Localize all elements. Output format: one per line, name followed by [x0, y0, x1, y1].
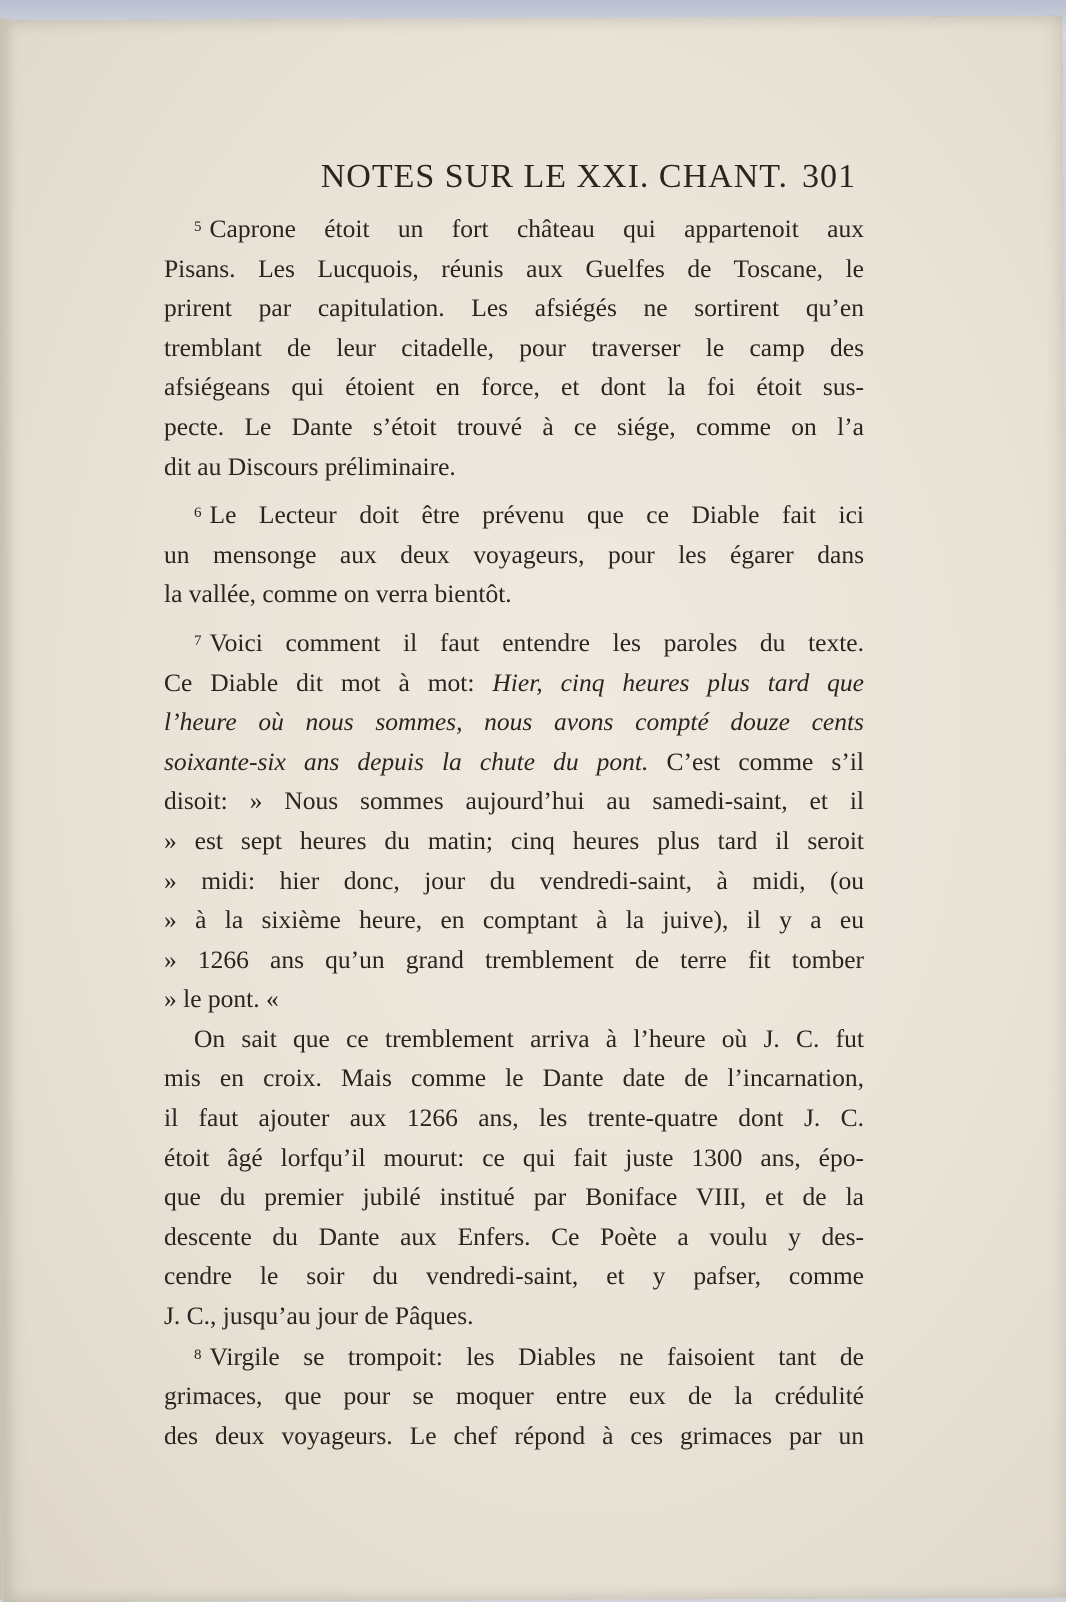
text-line: » à la sixième heure, en comptant à la juive), il y a eu [164, 905, 864, 935]
text-line: pecte. Le Dante s’étoit trouvé à ce siége, comme on l’a [164, 411, 864, 441]
note-8 [164, 1336, 864, 1456]
text-line: Pisans. Les Lucquois, réunis aux Guelfes de Toscane, le [164, 253, 864, 283]
text-line [164, 702, 864, 742]
note-number: 5 [194, 219, 202, 235]
text-line: mis en croix. Mais comme le Dante date de l’incarnation, [164, 1063, 864, 1093]
text-line: » est sept heures du matin; cinq heures plus tard il seroit [164, 825, 864, 855]
text-line: disoit: » Nous sommes aujourd’hui au samedi-saint, et il [164, 786, 864, 816]
text-line: un mensonge aux deux voyageurs, pour les égarer dans [164, 539, 864, 569]
note-number: 6 [194, 505, 202, 522]
running-header [164, 150, 856, 204]
text-line: $^5$ Caprone étoit un fort château qui appartenoit aux [194, 214, 864, 243]
note-7-continuation [164, 1019, 864, 1336]
text-line: descente du Dante aux Enfers. Ce Poète a voulu y des- [164, 1221, 864, 1251]
note-6 [164, 494, 864, 614]
running-title: NOTES SUR LE XXI. CHANT. [320, 158, 788, 195]
page-gutter-shadow [0, 18, 14, 1600]
italic-quote: Hier, cinq heures plus tard que [492, 667, 864, 697]
text-line: cendre le soir du vendredi-saint, et y pafser, comme [164, 1261, 864, 1291]
text-line: tremblant de leur citadelle, pour traverser le camp des [164, 332, 864, 362]
text-line: $^7$ Voici comment il faut entendre les paroles du texte. [194, 627, 864, 657]
text-line: dit au Discours préliminaire. [164, 451, 456, 481]
text-line: des deux voyageurs. Le chef répond à ces grimaces par un [164, 1420, 864, 1450]
text-line: Ce Diable dit mot à mot: Hier, cinq heures plus tard que [164, 667, 864, 697]
page-number: 301 [802, 158, 856, 195]
text-line: J. C., jusqu’au jour de Pâques. [164, 1301, 474, 1331]
text-line: » le pont. « [164, 984, 279, 1014]
note-number: 8 [194, 1346, 202, 1363]
page-text [164, 150, 864, 1455]
text-line: il faut ajouter aux 1266 ans, les trente-quatre dont J. C. [164, 1103, 864, 1133]
text-line: » 1266 ans qu’un grand tremblement de terre fit tomber [164, 944, 864, 974]
note-5 [164, 208, 864, 486]
text-line: soixante-six ans depuis la chute du pont. C’est comme s’il [164, 746, 865, 776]
text-line: étoit âgé lorfqu’il mourut: ce qui fait juste 1300 ans, épo- [164, 1142, 864, 1172]
text-line: $^8$ Virgile se trompoit: les Diables ne faisoient tant de [194, 1341, 864, 1371]
text-line: la vallée, comme on verra bientôt. [164, 579, 512, 609]
italic-quote: l’heure où nous sommes, nous avons compté douze cents [164, 707, 864, 737]
text-line: » midi: hier donc, jour du vendredi-saint, à midi, (ou [164, 865, 864, 895]
italic-quote: soixante-six ans depuis la chute du pont. [164, 746, 649, 776]
text-line: que du premier jubilé institué par Boniface VIII, et de la [164, 1182, 864, 1212]
text-line: grimaces, que pour se moquer entre eux de la crédulité [164, 1381, 864, 1411]
text-line: afsiégeans qui étoient en force, et dont la foi étoit sus- [164, 372, 864, 402]
text-line: On sait que ce tremblement arriva à l’heure où J. C. fut [194, 1023, 864, 1053]
text-line: $^6$ Le Lecteur doit être prévenu que ce Diable fait ici [194, 500, 864, 530]
note-7 [164, 622, 864, 1019]
text-line: prirent par capitulation. Les afsiégés ne sortirent qu’en [164, 293, 864, 323]
note-number: 7 [194, 632, 202, 649]
